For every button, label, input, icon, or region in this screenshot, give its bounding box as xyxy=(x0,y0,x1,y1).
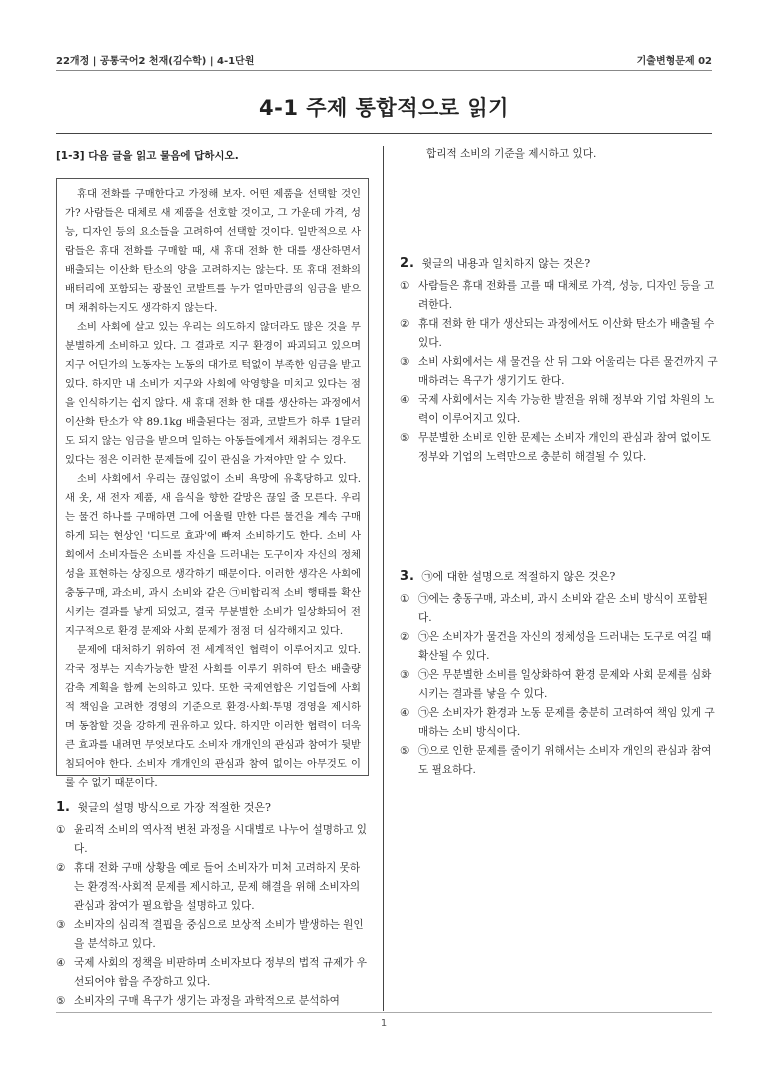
option-5-continuation: 합리적 소비의 기준을 제시하고 있다. xyxy=(426,148,597,160)
option-5[interactable]: ⑤ 무분별한 소비로 인한 문제는 소비자 개인의 관심과 참여 없이도 정부와 기업의 노력만으로 충분히 해결될 수 있다. xyxy=(400,432,712,463)
question-stem xyxy=(400,254,718,273)
option-4[interactable]: ④ ㉠은 소비자가 환경과 노동 문제를 충분히 고려하여 책임 있게 구매하는 소비 방식이다. xyxy=(400,707,715,738)
option-2[interactable]: ② 휴대 전화 구매 상황을 예로 들어 소비자가 미처 고려하지 못하는 환경적·사회적 문제를 제시하고, 문제 해결을 위해 소비자의 관심과 참여가 필요함을 설명하고 있다. xyxy=(56,862,361,912)
footer-divider xyxy=(56,1012,712,1013)
header-course-info: 22개정 | 공통국어2 천재(김수학) | 4-1단원 xyxy=(56,56,255,67)
column-divider xyxy=(383,146,384,1011)
right-column xyxy=(400,145,718,780)
title-divider xyxy=(56,133,712,134)
option-3[interactable]: ③ ㉠은 무분별한 소비를 일상화하여 환경 문제와 사회 문제를 심화시키는 결과를 낳을 수 있다. xyxy=(400,669,712,700)
question-2 xyxy=(400,254,718,467)
question-number: 2. xyxy=(400,256,414,271)
reading-passage xyxy=(56,178,369,789)
option-1[interactable]: ① 사람들은 휴대 전화를 고를 때 대체로 가격, 성능, 디자인 등을 고려한다. xyxy=(400,280,715,311)
option-2[interactable]: ② 휴대 전화 한 대가 생산되는 과정에서도 이산화 탄소가 배출될 수 있다. xyxy=(400,318,715,349)
question-number: 3. xyxy=(400,569,414,584)
option-2[interactable]: ② ㉠은 소비자가 물건을 자신의 정체성을 드러내는 도구로 여길 때 확산될 수 있다. xyxy=(400,631,712,662)
question-number: 1. xyxy=(56,800,70,815)
option-1[interactable]: ① 윤리적 소비의 역사적 변천 과정을 시대별로 나누어 설명하고 있다. xyxy=(56,824,368,855)
page-header xyxy=(56,52,712,68)
question-3 xyxy=(400,567,718,780)
question-text: ㉠에 대한 설명으로 적절하지 않은 것은? xyxy=(421,570,616,583)
option-3[interactable]: ③ 소비자의 심리적 결핍을 중심으로 보상적 소비가 발생하는 원인을 분석하고 있다. xyxy=(56,919,364,950)
passage-paragraph: 휴대 전화를 구매한다고 가정해 보자. 어떤 제품을 선택할 것인가? 사람들은 대체로 새 제품을 선호할 것이고, 그 가운데 가격, 성능, 디자인 등의 요소들을 고려하여 선택할 것이다. 일반적으로 사람들은 휴대 전화를 구매할 때, 새 휴대 전화 한 대를 생산하면서 배출되는 이산화 탄소의 양을 고려하지는 않는다. 또 휴대 전화의 배터리에 포함되는 광물인 코발트를 누가 얼마만큼의 임금을 받으며 채취하는지도 생각하지 않는다. xyxy=(65,188,361,314)
option-3[interactable]: ③ 소비 사회에서는 새 물건을 산 뒤 그와 어울리는 다른 물건까지 구매하려는 욕구가 생기기도 한다. xyxy=(400,356,718,387)
option-4[interactable]: ④ 국제 사회의 정책을 비판하며 소비자보다 정부의 법적 규제가 우선되어야 함을 주장하고 있다. xyxy=(56,957,368,988)
option-4[interactable]: ④ 국제 사회에서는 지속 가능한 발전을 위해 정부와 기업 차원의 노력이 이루어지고 있다. xyxy=(400,394,715,425)
passage-paragraph: 문제에 대처하기 위하여 전 세계적인 협력이 이루어지고 있다. 각국 정부는 지속가능한 발전 사회를 이루기 위하여 탄소 배출량 감축 계획을 함께 논의하고 있다. 또한 국제연합은 기업들에 사회적 책임을 고려한 경영의 기준으로 환경·사회·투명 경영을 제시하며 동참할 것을 강하게 권유하고 있다. 하지만 이러한 협력이 더욱 큰 효과를 내려면 무엇보다도 소비자 개개인의 관심과 참여가 뒷받침되어야 한다. 소비자 개개인의 관심과 참여 없이는 아무것도 이룰 수 없기 때문이다. xyxy=(65,644,361,789)
question-text: 윗글의 내용과 일치하지 않는 것은? xyxy=(421,257,591,270)
question-1 xyxy=(56,798,369,1011)
header-divider xyxy=(56,70,712,71)
header-doc-type: 기출변형문제 02 xyxy=(636,56,712,67)
option-1[interactable]: ① ㉠에는 충동구매, 과소비, 과시 소비와 같은 소비 방식이 포함된다. xyxy=(400,593,708,624)
question-stem xyxy=(400,567,718,586)
question-text: 윗글의 설명 방식으로 가장 적절한 것은? xyxy=(77,801,271,814)
option-list xyxy=(400,590,718,780)
instruction: [1-3] 다음 글을 읽고 물음에 답하시오. xyxy=(56,150,239,162)
page-number: 1 xyxy=(380,1018,388,1029)
left-column xyxy=(56,145,369,1011)
passage-paragraph: 소비 사회에 살고 있는 우리는 의도하지 않더라도 많은 것을 무분별하게 소비하고 있다. 그 결과로 지구 환경이 파괴되고 있으며 지구 어딘가의 노동자는 노동의 대가로 턱없이 부족한 임금을 받고 있다. 하지만 내 소비가 지구와 사회에 악영향을 미치고 있다는 점을 인식하기는 쉽지 않다. 새 휴대 전화 한 대를 생산하는 과정에서 이산화 탄소가 약 89.1kg 배출된다는 점과, 코발트가 하루 1달러도 되지 않는 임금을 받으며 일하는 아동들에게서 채취되는 경우도 있다는 점은 이러한 문제들에 깊이 관심을 가져야만 알 수 있다. xyxy=(65,321,361,466)
passage-paragraph: 소비 사회에서 우리는 끊임없이 소비 욕망에 유혹당하고 있다. 새 옷, 새 전자 제품, 새 음식을 향한 갈망은 끊일 줄 모른다. 우리는 물건 하나를 구매하면 그에 어울릴 만한 다른 물건을 계속 구매하게 되는 현상인 '디드로 효과'에 빠져 소비하기도 한다. 소비 사회에서 소비자들은 소비를 자신을 드러내는 도구이자 자신의 정체성을 표현하는 상징으로 생각하기 때문이다. 이러한 생각은 사회에 충동구매, 과소비, 과시 소비와 같은 ㉠비합리적 소비 행태를 확산시키는 결과를 낳게 되었고, 결국 무분별한 소비가 일상화되어 전 지구적으로 환경 문제와 사회 문제가 점점 더 심각해지고 있다. xyxy=(65,473,361,637)
option-5[interactable]: ⑤ 소비자의 구매 욕구가 생기는 과정을 과학적으로 분석하여 xyxy=(56,995,340,1007)
option-5[interactable]: ⑤ ㉠으로 인한 문제를 줄이기 위해서는 소비자 개인의 관심과 참여도 필요하다. xyxy=(400,745,712,776)
option-list xyxy=(400,277,718,467)
option-list xyxy=(56,821,369,1011)
question-stem xyxy=(56,798,369,817)
page-title: 4-1 주제 통합적으로 읽기 xyxy=(259,96,509,120)
